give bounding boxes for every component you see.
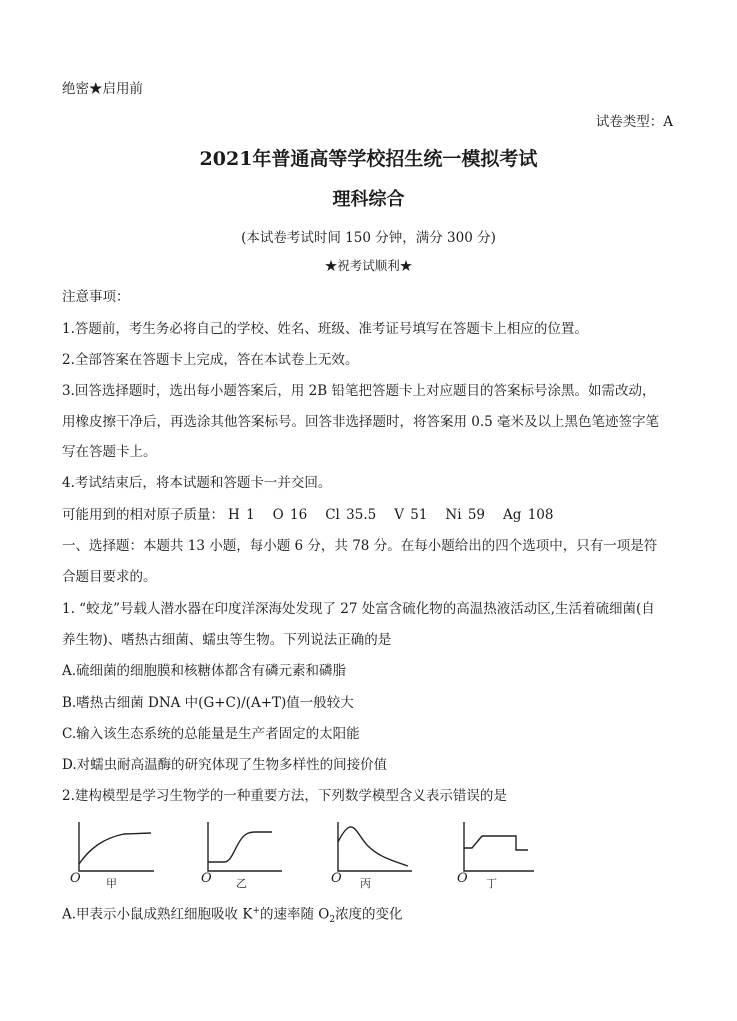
question-1-option-d: D.对蠕虫耐高温酶的研究体现了生物多样性的间接价值: [62, 757, 388, 773]
note-item-3-line-2: 用橡皮擦干净后，再选涂其他答案标号。回答非选择题时，将答案用 0.5 毫米及以上黑色笔迹签字笔: [62, 414, 660, 430]
section-1-instructions-line-2: 合题目要求的。: [62, 569, 157, 585]
exam-time-note: (本试卷考试时间 150 分钟，满分 300 分): [241, 230, 496, 246]
exam-title: 2021年普通高等学校招生统一模拟考试: [199, 148, 538, 170]
graph-jia: [68, 818, 158, 890]
graph-yi-origin: O: [201, 871, 212, 886]
graph-ding-label: 丁: [486, 877, 497, 890]
graph-jia-axes: [79, 822, 154, 871]
question-1-stem-line-1: 1. “蛟龙”号载人潜水器在印度洋深海处发现了 27 处富含硫化物的高温热液活动区,生活着硫细菌(自: [62, 601, 655, 617]
question-2-option-a-sup: +: [252, 906, 260, 916]
graph-yi-axes: [208, 822, 282, 871]
graph-ding-origin: O: [457, 871, 468, 886]
graph-yi-curve: [208, 832, 272, 862]
graph-jia-curve: [79, 833, 151, 864]
atomic-mass-ag: Ag 108: [503, 507, 554, 523]
graph-yi-label: 乙: [236, 877, 247, 890]
graph-ding-curve: [464, 836, 528, 850]
note-item-4: 4.考试结束后，将本试题和答题卡一并交回。: [62, 475, 332, 491]
note-item-1: 1.答题前，考生务必将自己的学校、姓名、班级、准考证号填写在答题卡上相应的位置。: [62, 321, 588, 337]
question-2-option-a-prefix: A.甲表示小鼠成熟红细胞吸收 K: [62, 906, 253, 923]
question-1-option-b: B.嗜热古细菌 DNA 中(G+C)/(A+T)值一般较大: [62, 695, 354, 711]
atomic-mass-o: O 16: [272, 507, 308, 523]
graph-jia-label: 甲: [106, 877, 117, 890]
atomic-mass-cl: Cl 35.5: [325, 507, 377, 523]
question-2-option-a-sub: 2: [329, 915, 336, 926]
notes-heading: 注意事项：: [62, 289, 130, 305]
atomic-mass-ni: Ni 59: [445, 507, 486, 523]
atomic-mass-v: V 51: [394, 507, 428, 523]
atomic-masses: [62, 506, 571, 524]
paper-type: 试卷类型：A: [595, 114, 673, 130]
graph-ding: [456, 818, 546, 890]
question-1-stem-line-2: 养生物)、嗜热古细菌、蠕虫等生物。下列说法正确的是: [62, 632, 392, 648]
graph-jia-origin: O: [70, 871, 81, 886]
note-item-3-line-1: 3.回答选择题时，选出每小题答案后，用 2B 铅笔把答题卡上对应题目的答案标号涂黑。如需改动，: [62, 383, 656, 399]
question-1-option-c: C.输入该生态系统的总能量是生产者固定的太阳能: [62, 726, 360, 742]
atomic-masses-label: 可能用到的相对原子质量：: [62, 507, 224, 523]
graph-bing-label: 丙: [360, 877, 371, 890]
note-item-2: 2.全部答案在答题卡上完成，答在本试卷上无效。: [62, 352, 359, 368]
section-1-instructions-line-1: 一、选择题：本题共 13 小题，每小题 6 分，共 78 分。在每小题给出的四个选项中，只有一项是符: [62, 538, 658, 554]
graph-ding-axes: [464, 822, 534, 871]
question-2-stem: 2.建构模型是学习生物学的一种重要方法，下列数学模型含义表示错误的是: [62, 788, 507, 804]
atomic-mass-h: H 1: [228, 507, 255, 523]
graph-bing-origin: O: [331, 871, 342, 886]
question-1-option-a: A.硫细菌的细胞膜和核糖体都含有磷元素和磷脂: [62, 663, 347, 679]
confidential-mark: 绝密★启用前: [62, 81, 143, 97]
note-item-3-line-3: 写在答题卡上。: [62, 444, 157, 460]
question-2-option-a: [62, 902, 403, 929]
graph-bing-curve: [338, 827, 408, 866]
graph-bing: [330, 818, 420, 890]
question-2-option-a-mid: 的速率随 O: [259, 906, 330, 923]
graph-yi: [200, 818, 290, 890]
exam-subtitle: 理科综合: [332, 189, 405, 210]
good-luck-note: ★祝考试顺利★: [324, 258, 413, 273]
question-2-option-a-suffix: 浓度的变化: [335, 906, 403, 923]
